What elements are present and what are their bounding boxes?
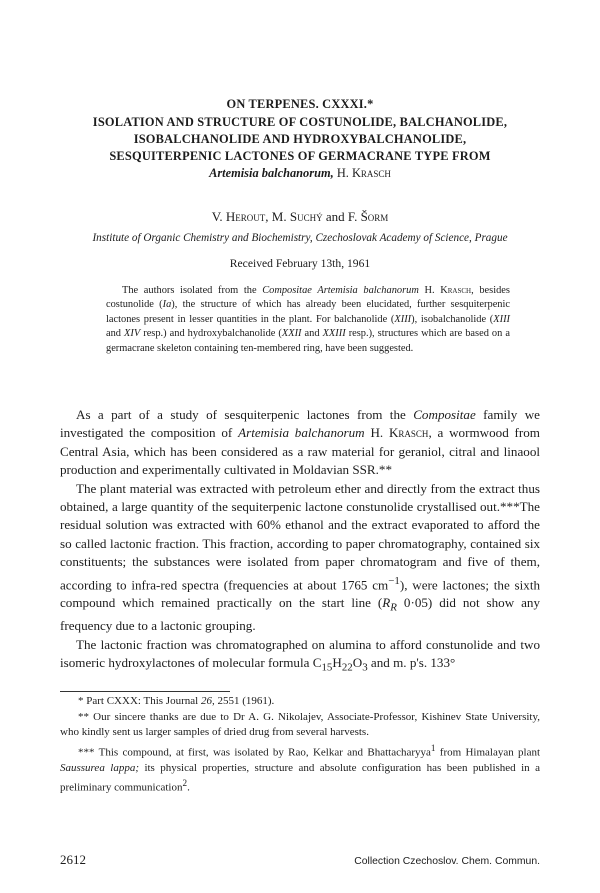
abstract-text: H. <box>424 285 435 296</box>
paragraph-2 <box>60 480 540 636</box>
abstract-text: ), isobalchanolide ( <box>411 313 494 325</box>
paragraph-3 <box>60 636 540 677</box>
species-name: Saussurea lappa; <box>60 761 139 774</box>
author-list <box>60 208 540 226</box>
footnote-text: * Part CXXX: This Journal <box>78 695 199 708</box>
formula-subscript: 22 <box>341 661 353 674</box>
paragraph-text: As a part of a study of sesquiterpenic lactones from the <box>76 407 406 423</box>
abstract-text: resp.), structures which are based on a germacrane skeleton containing ten-membered ring, have been suggested. <box>106 328 510 354</box>
footnote-text: 2551 (1961). <box>217 695 275 708</box>
abstract-taxon: Compositae Artemisia balchanorum <box>262 285 419 296</box>
formula-element: O <box>352 655 363 671</box>
superscript: −1 <box>388 574 400 587</box>
title-block <box>60 96 540 182</box>
paragraph-text: ), were lactones; the sixth compound which remained practically on the start line ( <box>60 577 540 611</box>
footnote-text: *** This compound, at first, was isolated by Rao, Kelkar and Bhattacharyya <box>78 746 431 759</box>
species-author: H. Krasch <box>336 166 391 180</box>
formula-subscript: 3 <box>362 661 368 674</box>
volume-number: 26, <box>200 695 215 708</box>
received-date: Received February 13th, 1961 <box>229 257 371 270</box>
page-footer <box>60 852 540 868</box>
author-conjunction: and <box>325 209 345 224</box>
footnote-text: ** Our sincere thanks are due to Dr A. G. Nikolajev, Associate-Professor, Kishinev State University, who kindly sent us larger samples of dried drug from several harvests. <box>60 710 540 739</box>
taxon-name: Compositae <box>413 407 476 423</box>
abstract-text: ), the structure of which has already been elucidated, further sesquiterpenic lactones present in lesser quantities in the plant. For balchanolide ( <box>106 299 510 325</box>
author-3: F. Šorm <box>347 209 389 224</box>
formula-subscript: 15 <box>321 661 333 674</box>
rf-symbol: R <box>382 595 391 611</box>
paragraph-text: 0·05) did not show any frequency due to a lactonic grouping. <box>60 595 540 634</box>
reference-marker: 2 <box>182 777 188 788</box>
paragraph-1 <box>60 406 540 480</box>
author-2: M. Suchý <box>271 209 323 224</box>
reference-marker: 1 <box>430 742 436 753</box>
footnotes <box>60 694 540 796</box>
abstract-text: , besides costunolide ( <box>106 285 510 311</box>
body-text <box>60 406 540 677</box>
rf-subscript: R <box>390 602 397 615</box>
footnote-2 <box>60 710 540 741</box>
paragraph-text: and m. p's. 133° <box>370 655 456 671</box>
abstract-text: and <box>304 328 320 340</box>
footnote-1 <box>60 694 540 709</box>
title-line-3: SESQUITERPENIC LACTONES OF GERMACRANE TYPE FROM <box>109 149 491 163</box>
abstract-text: resp.) and hydroxybalchanolide ( <box>143 328 282 340</box>
paragraph-text: The lactonic fraction was chromatographed on alumina to afford constunolide and two isomeric hydroxylactones of molecular formula C <box>60 636 540 671</box>
species-author: Krasch <box>388 425 429 441</box>
compound-label: XXIII <box>322 328 346 340</box>
title-line-4 <box>60 165 540 182</box>
compound-label: XXII <box>281 328 302 340</box>
abstract-text: and <box>106 328 122 340</box>
species-name: Artemisia balchanorum <box>238 425 365 441</box>
title-line-2: ISOBALCHANOLIDE AND HYDROXYBALCHANOLIDE, <box>133 132 467 146</box>
footnote-divider <box>60 691 230 692</box>
series-heading: ON TERPENES. CXXXI.* <box>226 97 374 111</box>
compound-label: Ia <box>162 299 172 311</box>
compound-label: XIII <box>493 313 510 325</box>
abstract-text: The authors isolated from the <box>122 285 257 296</box>
compound-label: XIII <box>394 313 412 325</box>
abstract <box>106 284 510 356</box>
footnote-3 <box>60 741 540 797</box>
paragraph-text: H. <box>370 425 384 441</box>
page-number: 2612 <box>60 852 86 867</box>
paragraph-text: The plant material was extracted with petroleum ether and directly from the extract thus obtained, a large quantity of the sequiterpenic lactone constunolide crystallised out.***The residual solution was extracted with 60% ethanol and the extract evaporated to afford the so called lactonic fraction. This fraction, according to paper chromatography, contained six constituents; the substances were isolated from paper chromatogram and five of them, according to infra-red spectra (frequencies at about 1765 cm <box>60 480 540 593</box>
author-1: V. Herout, <box>211 209 269 224</box>
paragraph-text: family we investigated the composition of <box>60 407 540 441</box>
paragraph-text: , a wormwood from Central Asia, which has been considered as a raw material for geraniol, citral and linaool production and experimentally cultivated in Moldavian SSR.** <box>60 425 540 478</box>
compound-label: XIV <box>124 328 141 340</box>
formula-element: H <box>332 655 342 671</box>
abstract-author: Krasch <box>440 285 472 296</box>
footnote-text: from Himalayan plant <box>439 746 541 759</box>
affiliation: Institute of Organic Chemistry and Biochemistry, Czechoslovak Academy of Science, Prague <box>92 232 508 244</box>
journal-name: Collection Czechoslov. Chem. Commun. <box>354 856 540 867</box>
species-name: Artemisia balchanorum, <box>209 166 334 180</box>
title-line-1: ISOLATION AND STRUCTURE OF COSTUNOLIDE, BALCHANOLIDE, <box>92 115 508 129</box>
footnote-text: . <box>187 781 190 794</box>
footnote-text: its physical properties, structure and absolute configuration has been published in a preliminary communication <box>60 761 540 794</box>
